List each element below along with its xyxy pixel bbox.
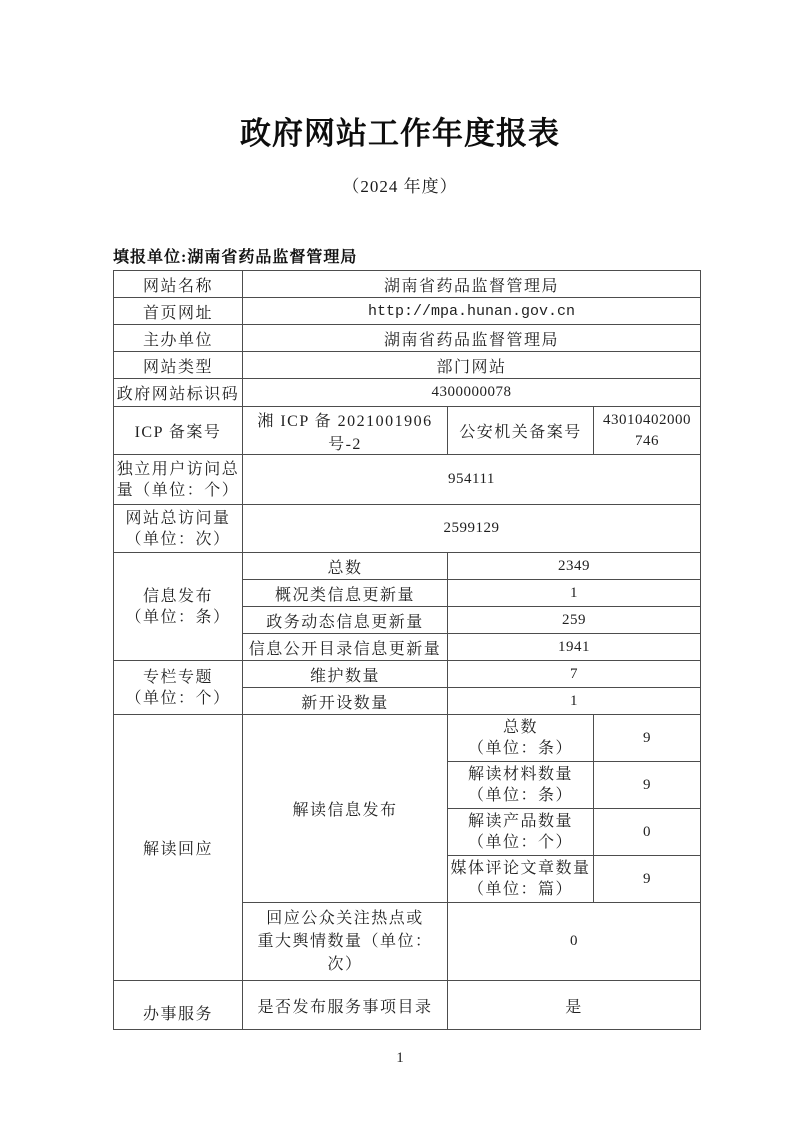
unique-visitors-label-line2: 量（单位：个）	[116, 481, 240, 499]
public-response-label-line1: 回应公众关注热点或	[266, 910, 424, 927]
table-row	[114, 325, 701, 352]
table-row	[114, 715, 701, 762]
reporting-unit-label: 填报单位:湖南省药品监督管理局	[113, 249, 358, 266]
total-visits-label-line2: （单位：次）	[125, 530, 231, 548]
home-url-label-cell: 首页网址	[114, 298, 243, 325]
table-row	[114, 379, 701, 407]
table-row	[114, 455, 701, 505]
maintained-count-value-cell: 7	[448, 661, 701, 688]
unique-visitors-value-cell: 954111	[243, 455, 701, 505]
police-record-value-line1: 43010402000	[603, 411, 691, 428]
unique-visitors-label-line1: 独立用户访问总	[116, 460, 240, 478]
organizer-label-cell: 主办单位	[114, 325, 243, 352]
info-dynamic-value-cell: 259	[448, 607, 701, 634]
services-group-cell: 办事服务	[114, 981, 243, 1030]
special-columns-label-line2: （单位：个）	[125, 689, 231, 707]
page-subtitle: （2024 年度）	[342, 177, 458, 196]
info-total-value-cell: 2349	[448, 553, 701, 580]
info-catalog-label-cell: 信息公开目录信息更新量	[243, 634, 448, 661]
interp-product-label-line2: （单位：个）	[467, 834, 573, 851]
interp-material-label-line2: （单位：条）	[467, 787, 573, 804]
interp-total-value-cell: 9	[594, 715, 701, 762]
public-response-label-line2: 重大舆情数量（单位：	[257, 933, 433, 950]
site-code-label-cell: 政府网站标识码	[114, 379, 243, 407]
info-publish-label-line1: 信息发布	[142, 587, 213, 605]
info-total-label-cell: 总数	[243, 553, 448, 580]
public-response-value-cell: 0	[448, 903, 701, 981]
interp-product-value-cell: 0	[594, 809, 701, 856]
total-visits-value-cell: 2599129	[243, 505, 701, 553]
site-type-label-cell: 网站类型	[114, 352, 243, 379]
interpretation-publish-cell: 解读信息发布	[243, 715, 448, 903]
interp-product-label-cell	[448, 809, 594, 856]
public-response-label-line3: 次）	[327, 956, 363, 973]
table-row	[114, 407, 701, 455]
interp-product-label-line1: 解读产品数量	[467, 813, 573, 830]
interp-media-value-cell: 9	[594, 856, 701, 903]
maintained-count-label-cell: 维护数量	[243, 661, 448, 688]
interp-total-label-line2: （单位：条）	[467, 740, 573, 757]
interp-media-label-line2: （单位：篇）	[467, 881, 573, 898]
organizer-value-cell: 湖南省药品监督管理局	[243, 325, 701, 352]
info-catalog-value-cell: 1941	[448, 634, 701, 661]
total-visits-label-line1: 网站总访问量	[125, 509, 231, 527]
icp-value-cell: 湘 ICP 备 2021001906 号-2	[243, 407, 448, 455]
police-record-value-cell	[594, 407, 701, 455]
special-columns-group-cell	[114, 661, 243, 715]
info-publish-group-cell	[114, 553, 243, 661]
unique-visitors-label-cell	[114, 455, 243, 505]
interp-media-label-line1: 媒体评论文章数量	[450, 860, 591, 877]
site-code-value-cell: 4300000078	[243, 379, 701, 407]
site-name-label-cell: 网站名称	[114, 271, 243, 298]
interp-material-label-line1: 解读材料数量	[467, 766, 573, 783]
police-record-label-cell: 公安机关备案号	[448, 407, 594, 455]
annual-report-table	[113, 270, 701, 1030]
table-row	[114, 981, 701, 1030]
site-type-value-cell: 部门网站	[243, 352, 701, 379]
interp-material-label-cell	[448, 762, 594, 809]
total-visits-label-cell	[114, 505, 243, 553]
interp-total-label-line1: 总数	[502, 719, 538, 736]
table-row	[114, 661, 701, 688]
table-row	[114, 505, 701, 553]
new-count-label-cell: 新开设数量	[243, 688, 448, 715]
home-url-value-cell: http://mpa.hunan.gov.cn	[243, 298, 701, 325]
services-catalog-value-cell: 是	[448, 981, 701, 1030]
public-response-label-cell	[243, 903, 448, 981]
info-overview-label-cell: 概况类信息更新量	[243, 580, 448, 607]
new-count-value-cell: 1	[448, 688, 701, 715]
table-row	[114, 553, 701, 580]
table-row	[114, 271, 701, 298]
police-record-value-line2: 746	[635, 432, 659, 449]
page-title: 政府网站工作年度报表	[240, 116, 560, 151]
info-publish-label-line2: （单位：条）	[125, 608, 231, 626]
info-overview-value-cell: 1	[448, 580, 701, 607]
page-number: 1	[396, 1050, 404, 1066]
services-catalog-label-cell: 是否发布服务事项目录	[243, 981, 448, 1030]
table-row	[114, 298, 701, 325]
info-dynamic-label-cell: 政务动态信息更新量	[243, 607, 448, 634]
interp-media-label-cell	[448, 856, 594, 903]
site-name-value-cell: 湖南省药品监督管理局	[243, 271, 701, 298]
table-row	[114, 352, 701, 379]
icp-label-cell: ICP 备案号	[114, 407, 243, 455]
interp-material-value-cell: 9	[594, 762, 701, 809]
special-columns-label-line1: 专栏专题	[142, 668, 213, 686]
interpretation-group-cell: 解读回应	[114, 715, 243, 981]
interp-total-label-cell	[448, 715, 594, 762]
